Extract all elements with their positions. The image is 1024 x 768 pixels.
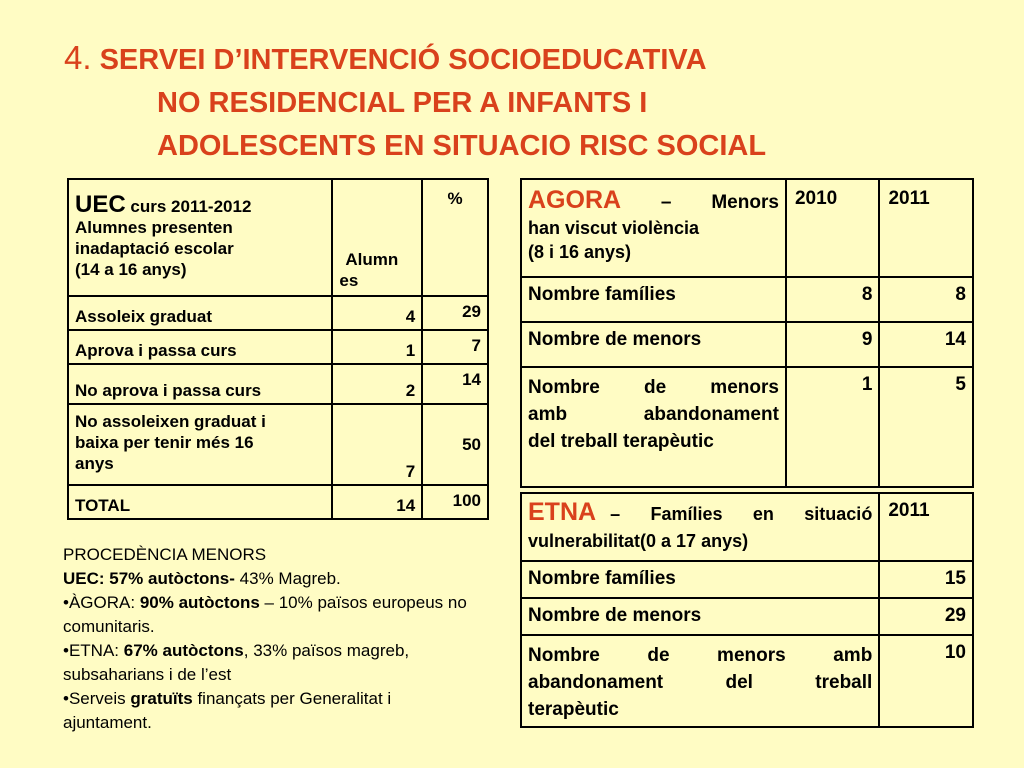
agora-col-2010: 2010: [786, 179, 880, 277]
etna-row-label: Nombre famílies: [521, 561, 879, 598]
etna-head-rest: – Famílies en situació: [610, 504, 873, 524]
title-line-1-text: SERVEI D’INTERVENCIÓ SOCIOEDUCATIVA: [99, 44, 707, 76]
uec-row-alumnes: 14: [332, 485, 422, 519]
procedencia-etna-rest: , 33% països magreb, subsaharians i de l’est: [63, 641, 410, 684]
table-header-row: [521, 179, 973, 277]
table-row: [68, 485, 488, 519]
uec-row-pct: 29: [422, 296, 488, 330]
agora-dash: –: [660, 192, 672, 213]
uec-col-alumnes-2: es: [339, 271, 359, 290]
agora-row-label-line: Nombre de menors: [528, 377, 779, 398]
agora-row-label-line: amb abandonament: [528, 404, 779, 425]
procedencia-uec-label: UEC: 57% autòctons-: [63, 569, 235, 588]
table-row: [68, 330, 488, 364]
etna-row-2011: 15: [879, 561, 973, 598]
table-row: [521, 322, 973, 367]
uec-row-label: [68, 404, 332, 485]
procedencia-agora: [63, 591, 483, 639]
title-line-2: NO RESIDENCIAL PER A INFANTS I: [157, 87, 648, 119]
table-header-row: [521, 493, 973, 561]
procedencia-etna-bold: 67% autòctons: [123, 641, 244, 660]
table-header-row: [68, 179, 488, 296]
page-title: [64, 36, 766, 168]
procedencia-serveis-pre: •Serveis: [63, 689, 126, 708]
agora-row-label-line: del treball terapèutic: [528, 431, 714, 452]
agora-name: AGORA: [528, 186, 622, 214]
etna-head-line2: vulnerabilitat(0 a 17 anys): [528, 531, 749, 551]
uec-head-line4: (14 a 16 anys): [75, 260, 187, 279]
agora-row-label: [521, 367, 786, 487]
procedencia-etna-colon: :: [114, 641, 120, 660]
uec-row-alumnes: 7: [332, 404, 422, 485]
uec-row-label: TOTAL: [68, 485, 332, 519]
uec-row-pct: 100: [422, 485, 488, 519]
agora-table: [520, 178, 974, 488]
uec-name: UEC: [75, 191, 126, 218]
table-row: [521, 598, 973, 635]
agora-head-line3: (8 i 16 anys): [528, 242, 632, 262]
agora-row-2010: 8: [786, 277, 880, 322]
uec-row-alumnes: 1: [332, 330, 422, 364]
etna-row-label: [521, 635, 879, 727]
procedencia-serveis-bold: gratuïts: [130, 689, 193, 708]
procedencia-etna: [63, 639, 483, 687]
uec-head-line2: Alumnes presenten: [75, 218, 233, 237]
procedencia-agora-bold: 90% autòctons: [139, 593, 260, 612]
etna-row-label-line: terapèutic: [528, 699, 619, 720]
etna-row-2011: 10: [879, 635, 973, 727]
title-number: 4.: [64, 39, 92, 76]
agora-row-label: Nombre famílies: [521, 277, 786, 322]
procedencia-uec: [63, 567, 483, 591]
etna-col-2011: 2011: [879, 493, 973, 561]
uec-course: curs 2011-2012: [130, 197, 252, 216]
agora-row-2011: 5: [879, 367, 973, 487]
uec-row-label-line: No assoleixen graduat i: [75, 412, 266, 431]
procedencia-agora-bullet: •ÀGORA: [63, 593, 131, 612]
uec-row-label-line: anys: [75, 454, 114, 473]
procedencia-uec-rest: 43% Magreb.: [239, 569, 341, 588]
uec-row-label: Aprova i passa curs: [68, 330, 332, 364]
uec-row-pct: 50: [422, 404, 488, 485]
uec-row-label: Assoleix graduat: [68, 296, 332, 330]
table-row: [521, 367, 973, 487]
etna-header-cell: [521, 493, 879, 561]
procedencia-agora-rest: – 10% països europeus no comunitaris.: [63, 593, 467, 636]
agora-row-2010: 1: [786, 367, 880, 487]
agora-menors: Menors: [711, 192, 779, 213]
procedencia-serveis: [63, 687, 483, 735]
table-row: [68, 404, 488, 485]
procedencia-etna-bullet: •ETNA: [63, 641, 115, 660]
table-row: [521, 635, 973, 727]
procedencia-serveis-rest: finançats per Generalitat i ajuntament.: [63, 689, 392, 732]
agora-col-2011: 2011: [879, 179, 973, 277]
title-line-3: ADOLESCENTS EN SITUACIO RISC SOCIAL: [157, 130, 767, 162]
table-row: [521, 277, 973, 322]
uec-header-cell: [68, 179, 332, 296]
agora-row-2010: 9: [786, 322, 880, 367]
uec-col-pct: %: [422, 179, 488, 296]
uec-row-alumnes: 2: [332, 364, 422, 404]
procedencia-block: [63, 543, 483, 735]
etna-row-label-line: Nombre de menors amb: [528, 645, 873, 666]
table-row: [521, 561, 973, 598]
uec-row-pct: 7: [422, 330, 488, 364]
procedencia-agora-colon: :: [130, 593, 136, 612]
uec-row-alumnes: 4: [332, 296, 422, 330]
uec-col-alumnes: [332, 179, 422, 296]
etna-row-2011: 29: [879, 598, 973, 635]
etna-row-label-line: abandonament del treball: [528, 672, 873, 693]
table-row: [68, 296, 488, 330]
procedencia-heading: PROCEDÈNCIA MENORS: [63, 545, 267, 564]
etna-name: ETNA: [528, 498, 597, 526]
etna-table: [520, 492, 974, 728]
agora-head-line2: han viscut violència: [528, 218, 700, 238]
uec-col-alumnes-1: Alumn: [345, 250, 399, 269]
agora-row-2011: 8: [879, 277, 973, 322]
agora-row-label: Nombre de menors: [521, 322, 786, 367]
uec-head-line3: inadaptació escolar: [75, 239, 234, 258]
agora-header-cell: [521, 179, 786, 277]
etna-row-label: Nombre de menors: [521, 598, 879, 635]
uec-table: [67, 178, 489, 520]
agora-row-2011: 14: [879, 322, 973, 367]
table-row: [68, 364, 488, 404]
title-line-1: [64, 36, 766, 82]
uec-row-pct: 14: [422, 364, 488, 404]
uec-row-label-line: baixa per tenir més 16: [75, 433, 254, 452]
uec-row-label: No aprova i passa curs: [68, 364, 332, 404]
